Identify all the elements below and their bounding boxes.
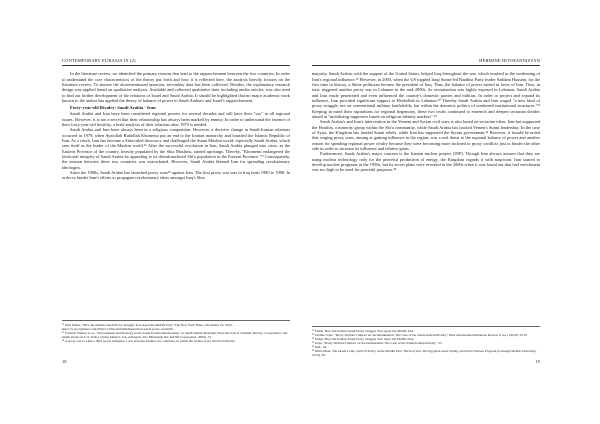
footnote: ¹⁷ Frederic Wehrey et al., "Sectarianism and Ideology in the Saudi-Iranian Relationship," in Saudi-Iranian Relations Since the Fall of Saddam: Rivalry, Cooperation, and Implications for U.S. Policy (Santa Monica, CA; Arlington, VA; Pittsburgh, PA: RAND Corporation, 2009), 13. bbox=[62, 330, 288, 339]
paragraph: Saudi Arabia and Iran have always been in a religious competition. However, a decisive change in Saudi-Iranian relations occurred in 1979, when Ayatollah Ruhollah Khomeini put an end to the Iranian monarchy and founded the Islamic Republic of Iran. As a result, Iran has become a Shia-ruled theocracy and challenged the Sunni Muslim world, especially Saudi Arabia, which sees itself as the leader of the Muslim world.¹⁶ After the successful revolution in Iran, Saudi Arabia plunged into crisis, as the Eastern Province of the country, heavily populated by the Shia Muslims, started uprisings. Thereby, "Khomeini endangered the territorial integrity of Saudi Arabia by appealing to its disenfranchised Shi'a population in the Eastern Province."¹⁷ Consequently, the tension between these two countries was exacerbated. However, Saudi Arabia blamed Iran for spreading revolutionary ideologies. bbox=[62, 127, 290, 170]
page-number: 18 bbox=[62, 359, 67, 364]
page-body bbox=[312, 71, 540, 173]
paragraph: Since the 1980s, Saudi Arabia has launched proxy wars¹⁸ against Iran. The first proxy war was in Iraq from 1980 to 1988. In order to hinder Iran's efforts to propagate revolutionary ideas amongst Iraq's Shia bbox=[62, 170, 290, 181]
paragraph: Furthermore, Saudi Arabia's major concern is the Iranian nuclear project (INP). Though Iran always assures that they are using nuclear technology only for the peaceful production of energy, the Kingdom regards it with suspicion. Iran started to develop nuclear programs in the 1950s, but its secret plans were revealed in the 2000s when it was found out that fuel enrichment was too high to be used for peaceful purposes.²⁴ bbox=[312, 151, 540, 173]
footnote: ²⁰ Nadine Gaps, "Proxy Warfare's Impact on Sectarianization: The Case of the Saudi-Iranian Rivalry," Heer International Relations Review 9, no.1 (2018): 23.35 bbox=[312, 332, 528, 337]
page-number: 19 bbox=[535, 359, 540, 364]
footnotes bbox=[62, 320, 290, 343]
paragraph: majority, Saudi Arabia, with the support of the United States, helped Iraq throughout the war, which resulted in the weakening of Iran's regional influence.¹⁹ However, in 2003, when the US toppled Iraqi Sunni-led Baathist Party leader Saddam Hussein, for the first time in history, a Shiite politician became the president of Iraq. Thus, the balance of power turned in favor of Iran. Thus, in turn, triggered another proxy war in Lebanon in the mid-2000s. As sectarianism was highly exposed in Lebanon, Saudi Arabia and Iran easily penetrated and even influenced the country's domestic parties and militias. In order to project and expand its influence, Iran provided significant support to Hezbollah in Lebanon.²⁰ Thereby Saudi Arabia and Iran waged "a new kind of proxy struggle, not on conventional military battlefields, but within the domestic politics of weakened institutional structures."²¹ Keeping in mind their aspirations for regional hegemony, these two rivals continued to entrench and deepen sectarian divides aimed at "mobilizing supporters based on religious identity markers".²² bbox=[312, 71, 540, 119]
footnote: ¹⁹ Fisher, How the Iranian-Saudi Proxy Struggle Tore Apart the Middle East. bbox=[312, 328, 415, 333]
left-page bbox=[62, 58, 290, 364]
author-name: HERMINE HOVHANNISYAN bbox=[479, 58, 540, 63]
paragraph: Saudi Arabia and Iran have been considered regional powers for several decades and still have their "say" in all regional issues. However, it is not a secret that their relationship has always been marked by enmity. In order to understand the essence of their forty-year-old hostility, a brief analysis of their relations after 1979 is needed. bbox=[62, 111, 290, 127]
footnote: ²¹ Fisher, How the Iranian-Saudi Proxy Struggle Tore Apart the Middle East. bbox=[312, 336, 415, 341]
footnotes bbox=[312, 326, 540, 358]
footnote: ¹⁶ Max Fisher, "How the Iranian-Saudi Proxy Struggle Tore Apart the Middle East," The New York Times, November 19, 2016, https://www.nytimes.com/2016/11/20/world/middleeast/iran-saudi-proxy-war.html. bbox=[62, 322, 233, 331]
section-heading: Forty-year-old Rivalry: Saudi Arabia - Iran bbox=[70, 105, 156, 111]
paragraph: Saudi Arabia's and Iran's intervention in the Yemeni and Syrian civil wars is also based on sectarian ideas. Iran has supported the Houthis, a minority group within the Shi'a community, while Saudi Arabia has backed Yemen's Sunni leadership. In the case of Syria, the Kingdom has funded Sunni rebels, while Iran has supported the Syrian government.²³ However, it should be noted that waging proxy wars, aiming at gaining influence in the region, was a real threat to the regional balance of power and another reason for spending regional power rivalry because they were becoming more inclined to proxy conflicts just to hinder the other side in order to increase its influence and relative gains. bbox=[312, 119, 540, 151]
running-header bbox=[312, 58, 540, 66]
running-header bbox=[62, 58, 290, 66]
page-body bbox=[62, 71, 290, 181]
journal-title: CONTEMPORARY EURASIA IX (2) bbox=[62, 58, 136, 63]
footnote: ²⁴ Nima Mian, The Israeli Lobby and US Policy in the Middle East: The Iraq War, The Egyptian-Arab Spring, and Iran's Nuclear Program (Carnegie Mellon University, 2014), 38. bbox=[312, 349, 537, 358]
footnote: ¹⁸ A proxy war is when a third power instigates a war between another two countries, in which the former is not involved directly. bbox=[62, 339, 236, 344]
footnote: ²² Gaps, "Proxy Warfare's Impact on Sectarianization: The Case of the Saudi-Iranian Rivalry," 23. bbox=[312, 340, 443, 345]
right-page bbox=[312, 58, 540, 364]
paragraph: In the literature review, we identified the primary reasons that lead to the rapprochement between the two countries. In order to understand the core characteristics of the theory put forth and how it is reflected here, the analysis heavily focuses on the literature review. To answer the aforementioned question, secondary data has been collected. Besides, the explanatory research design was applied based on qualitative analysis. Available and collected qualitative data, including media articles, was also used to find out further development of the relations of Israel and Saudi Arabia. It should be highlighted that no major academic work known to the author has applied the theory of balance of power to Saudi Arabia's and Israel's rapprochement. bbox=[62, 71, 290, 103]
footnote: ²³ Ibid., 34. bbox=[312, 345, 327, 350]
